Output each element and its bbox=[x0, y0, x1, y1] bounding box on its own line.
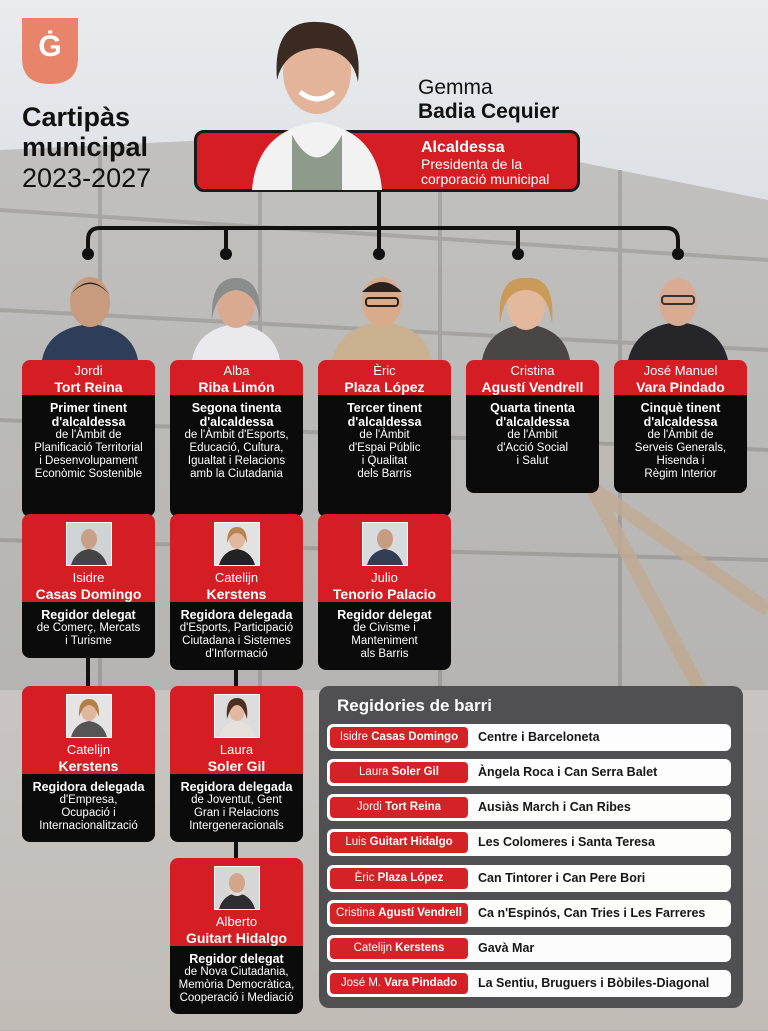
deputy-desc: Serveis Generals, bbox=[634, 442, 727, 454]
neighborhood-row bbox=[327, 724, 731, 751]
neighborhood-row bbox=[327, 935, 731, 962]
title-line-2: municipal bbox=[22, 132, 149, 162]
councillor-first: Catelijn bbox=[353, 942, 392, 954]
delegate-desc: Manteniment bbox=[351, 635, 418, 647]
neighborhood-row bbox=[327, 900, 731, 927]
deputy-role: d'alcaldessa bbox=[199, 415, 274, 429]
deputy-role: Cinquè tinent bbox=[640, 401, 721, 415]
delegate-desc: Intergeneracionals bbox=[189, 820, 284, 832]
delegate-role: Regidor delegat bbox=[337, 608, 432, 622]
delegate-desc: Cooperació i Mediació bbox=[179, 992, 294, 1004]
delegate-last-name: Tenorio Palacio bbox=[332, 586, 437, 602]
delegate-photo bbox=[66, 522, 112, 566]
neighborhood-panel-title: Regidories de barri bbox=[337, 696, 492, 715]
deputy-desc: Planificació Territorial bbox=[34, 442, 143, 454]
delegate-card-1 bbox=[22, 514, 155, 658]
deputy-photo-4 bbox=[478, 272, 574, 360]
deputy-desc: i Salut bbox=[516, 455, 549, 467]
deputy-photo-1 bbox=[40, 270, 140, 360]
deputy-role: Tercer tinent bbox=[347, 401, 422, 415]
delegate-card-3 bbox=[318, 514, 451, 670]
deputy-desc: de l'Àmbit d'Esports, bbox=[184, 429, 289, 441]
councillor-tag bbox=[330, 973, 468, 994]
deputy-last-name: Agustí Vendrell bbox=[481, 379, 584, 395]
deputy-role: d'alcaldessa bbox=[495, 415, 570, 429]
councillor-last: Casas Domingo bbox=[371, 731, 459, 743]
deputy-desc: Educació, Cultura, bbox=[189, 442, 284, 454]
deputy-desc: de l'Àmbit de bbox=[55, 429, 122, 441]
neighborhood-row bbox=[327, 970, 731, 997]
deputy-desc: amb la Ciutadania bbox=[190, 468, 283, 480]
deputy-desc: i Desenvolupament bbox=[39, 455, 138, 467]
delegate-first-name: Julio bbox=[371, 570, 398, 585]
delegate-last-name: Soler Gil bbox=[207, 758, 266, 774]
title-line-3: 2023-2027 bbox=[22, 163, 152, 193]
deputy-role: Primer tinent bbox=[49, 401, 128, 415]
delegate-photo bbox=[362, 522, 408, 566]
deputy-first-name: Èric bbox=[373, 363, 396, 378]
deputy-desc: Econòmic Sostenible bbox=[34, 468, 143, 480]
deputy-role: Quarta tinenta bbox=[490, 401, 575, 415]
deputy-first-name: Jordi bbox=[74, 363, 103, 378]
neighborhood-area: Can Tintorer i Can Pere Bori bbox=[478, 871, 646, 885]
delegate-first-name: Catelijn bbox=[214, 570, 259, 585]
delegate-desc: de Joventut, Gent bbox=[191, 794, 282, 806]
delegate-card-4 bbox=[22, 686, 155, 842]
delegate-card-5 bbox=[170, 686, 303, 842]
neighborhood-area: Ca n'Espinós, Can Tries i Les Farreres bbox=[478, 906, 706, 920]
neighborhood-area: Gavà Mar bbox=[478, 941, 535, 955]
deputy-desc: de l'Àmbit de bbox=[647, 429, 714, 441]
councillor-last: Kerstens bbox=[395, 942, 445, 954]
councillor-tag bbox=[330, 938, 468, 959]
deputy-last-name: Plaza López bbox=[344, 379, 425, 395]
neighborhood-row bbox=[327, 829, 731, 856]
delegate-first-name: Catelijn bbox=[66, 742, 111, 757]
councillor-tag bbox=[330, 868, 468, 889]
neighborhood-area: Àngela Roca i Can Serra Balet bbox=[478, 765, 658, 779]
delegate-desc: d'Esports, Participació bbox=[179, 622, 294, 634]
delegate-role: Regidora delegada bbox=[180, 608, 293, 622]
delegate-card-2 bbox=[170, 514, 303, 670]
deputy-card-3 bbox=[318, 360, 451, 517]
delegate-first-name: Laura bbox=[219, 742, 254, 757]
deputy-role: d'alcaldessa bbox=[51, 415, 126, 429]
delegate-desc: de Nova Ciutadania, bbox=[184, 966, 289, 978]
deputy-photo-5 bbox=[626, 272, 730, 360]
deputy-last-name: Tort Reina bbox=[54, 379, 123, 395]
councillor-tag bbox=[330, 797, 468, 818]
title-line-1: Cartipàs bbox=[22, 102, 131, 132]
councillor-last: Tort Reina bbox=[385, 801, 442, 813]
delegate-desc: Internacionalització bbox=[39, 820, 138, 832]
delegate-role: Regidora delegada bbox=[32, 780, 145, 794]
delegate-card-6 bbox=[170, 858, 303, 1014]
councillor-first: José M. bbox=[340, 977, 382, 989]
deputy-desc: Igualtat i Relacions bbox=[187, 455, 286, 467]
neighborhood-area: Ausiàs March i Can Ribes bbox=[478, 800, 631, 814]
delegate-desc: de Comerç, Mercats bbox=[36, 622, 141, 634]
councillor-last: Vara Pindado bbox=[384, 977, 458, 989]
deputy-card-1 bbox=[22, 360, 155, 517]
delegate-desc: Ciutadana i Sistemes bbox=[182, 635, 291, 647]
logo-letter: Ġ bbox=[38, 30, 62, 63]
deputy-role: d'alcaldessa bbox=[643, 415, 718, 429]
deputy-desc: Hisenda i bbox=[656, 455, 705, 467]
councillor-tag bbox=[330, 903, 468, 924]
deputy-desc: d'Acció Social bbox=[496, 442, 569, 454]
deputy-desc: dels Barris bbox=[357, 468, 412, 480]
deputy-card-2 bbox=[170, 360, 303, 517]
councillor-last: Guitart Hidalgo bbox=[369, 836, 453, 848]
councillor-first: Laura bbox=[359, 766, 389, 778]
neighborhood-area: La Sentiu, Bruguers i Bòbiles-Diagonal bbox=[478, 976, 710, 990]
delegate-desc: Ocupació i bbox=[61, 807, 116, 819]
deputy-photo-2 bbox=[188, 272, 284, 360]
deputy-card-4 bbox=[466, 360, 599, 493]
deputy-desc: i Qualitat bbox=[361, 455, 408, 467]
delegate-photo bbox=[214, 866, 260, 910]
councillor-tag bbox=[330, 832, 468, 853]
deputy-desc: de l'Àmbit bbox=[359, 429, 410, 441]
delegate-desc: i Turisme bbox=[65, 635, 112, 647]
neighborhood-area: Centre i Barceloneta bbox=[478, 730, 600, 744]
neighborhood-councillors-panel bbox=[319, 686, 743, 1008]
councillor-tag bbox=[330, 727, 468, 748]
delegate-last-name: Guitart Hidalgo bbox=[185, 930, 288, 946]
mayor-last-name: Badia Cequier bbox=[418, 100, 560, 123]
deputy-last-name: Riba Limón bbox=[198, 379, 275, 395]
neighborhood-row bbox=[327, 759, 731, 786]
neighborhood-row bbox=[327, 794, 731, 821]
mayor-name bbox=[418, 76, 559, 124]
delegate-photo bbox=[214, 694, 260, 738]
mayor-photo bbox=[232, 10, 402, 190]
deputy-role: d'alcaldessa bbox=[347, 415, 422, 429]
delegate-desc: d'Informació bbox=[205, 648, 268, 660]
councillor-tag bbox=[330, 762, 468, 783]
delegate-photo bbox=[66, 694, 112, 738]
mayor-desc-1: Presidenta de la bbox=[421, 156, 523, 172]
delegate-role: Regidor delegat bbox=[41, 608, 136, 622]
deputy-card-5 bbox=[614, 360, 747, 493]
neighborhood-row bbox=[327, 865, 731, 892]
councillor-first: Jordi bbox=[356, 801, 382, 813]
delegate-desc: de Civisme i bbox=[353, 622, 416, 634]
delegate-desc: Gran i Relacions bbox=[193, 807, 279, 819]
delegate-desc: als Barris bbox=[360, 648, 409, 660]
mayor-role: Alcaldessa bbox=[421, 139, 505, 156]
deputy-photo-3 bbox=[330, 270, 434, 360]
deputy-role: Segona tinenta bbox=[191, 401, 282, 415]
deputy-desc: de l'Àmbit bbox=[507, 429, 558, 441]
deputy-desc: d'Espai Públic bbox=[348, 442, 421, 454]
delegate-last-name: Kerstens bbox=[206, 586, 267, 602]
deputy-first-name: Cristina bbox=[510, 363, 555, 378]
councillor-first: Isidre bbox=[339, 731, 368, 743]
delegate-photo bbox=[214, 522, 260, 566]
councillor-first: Luis bbox=[345, 836, 367, 848]
deputy-last-name: Vara Pindado bbox=[636, 379, 725, 395]
deputy-desc: Règim Interior bbox=[644, 468, 717, 480]
delegate-role: Regidor delegat bbox=[189, 952, 284, 966]
delegate-role: Regidora delegada bbox=[180, 780, 293, 794]
neighborhood-area: Les Colomeres i Santa Teresa bbox=[478, 835, 655, 849]
delegate-first-name: Alberto bbox=[215, 914, 258, 929]
deputy-first-name: Alba bbox=[223, 363, 250, 378]
delegate-last-name: Kerstens bbox=[58, 758, 119, 774]
councillor-first: Cristina bbox=[336, 907, 376, 919]
councillor-last: Plaza López bbox=[377, 872, 444, 884]
councillor-first: Èric bbox=[354, 872, 375, 884]
mayor-desc-2: corporació municipal bbox=[421, 171, 550, 187]
delegate-first-name: Isidre bbox=[72, 570, 105, 585]
delegate-desc: Memòria Democràtica, bbox=[178, 979, 295, 991]
mayor-first-name: Gemma bbox=[418, 76, 493, 99]
delegate-last-name: Casas Domingo bbox=[35, 586, 142, 602]
councillor-last: Agustí Vendrell bbox=[378, 907, 462, 919]
councillor-last: Soler Gil bbox=[391, 766, 439, 778]
deputy-first-name: José Manuel bbox=[643, 363, 718, 378]
delegate-desc: d'Empresa, bbox=[59, 794, 118, 806]
